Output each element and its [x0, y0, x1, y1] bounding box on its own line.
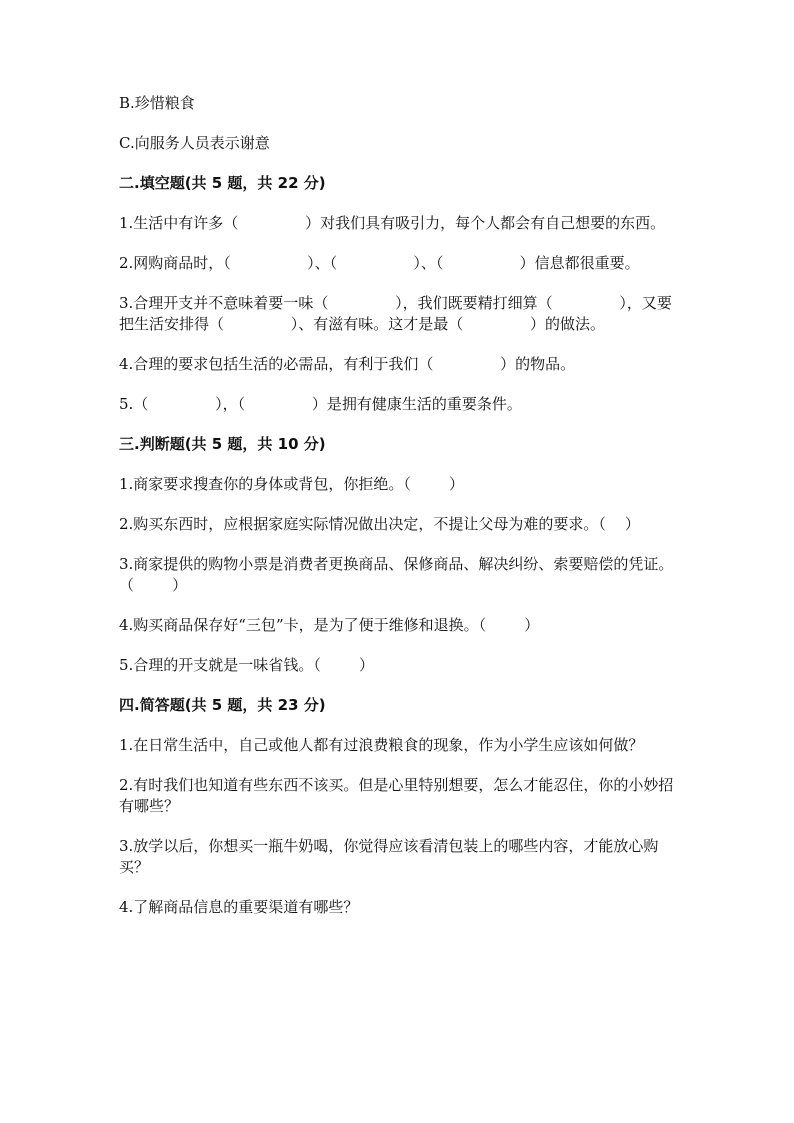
option-b: B.珍惜粮食	[119, 94, 195, 112]
judgement-q4: 4.购买商品保存好“三包”卡，是为了便于维修和退换。（ ）	[119, 616, 540, 634]
short-answer-q2: 2.有时我们也知道有些东西不该买。但是心里特别想要，怎么才能忍住，你的小妙招有哪些？	[119, 776, 674, 815]
judgement-q3: 3.商家提供的购物小票是消费者更换商品、保修商品、解决纠纷、索要赔偿的凭证。（ ）	[119, 555, 674, 594]
section-short-answer-title: 四.简答题(共 5 题，共 23 分)	[119, 696, 326, 714]
short-answer-q3: 3.放学以后，你想买一瓶牛奶喝，你觉得应该看清包装上的哪些内容，才能放心购买？	[119, 837, 659, 876]
worksheet-page	[119, 93, 679, 918]
short-answer-q4: 4.了解商品信息的重要渠道有哪些？	[119, 898, 359, 916]
option-c: C.向服务人员表示谢意	[119, 134, 270, 152]
judgement-q5: 5.合理的开支就是一味省钱。（ ）	[119, 656, 374, 674]
fill-blank-q3: 3.合理开支并不意味着要一味（ ），我们既要精打细算（ ），又要把生活安排得（ ）、有滋有味。这才是最（ ）的做法。	[119, 294, 672, 333]
fill-blank-q5: 5.（ ），（ ）是拥有健康生活的重要条件。	[119, 395, 522, 413]
judgement-q2: 2.购买东西时，应根据家庭实际情况做出决定，不提让父母为难的要求。（ ）	[119, 515, 640, 533]
short-answer-q1: 1.在日常生活中，自己或他人都有过浪费粮食的现象，作为小学生应该如何做？	[119, 736, 644, 754]
judgement-q1: 1.商家要求搜查你的身体或背包，你拒绝。（ ）	[119, 475, 464, 493]
fill-blank-q4: 4.合理的要求包括生活的必需品，有利于我们（ ）的物品。	[119, 355, 576, 373]
section-fill-blank-title: 二.填空题(共 5 题，共 22 分)	[119, 174, 326, 192]
fill-blank-q2: 2.网购商品时，（ ）、（ ）、（ ）信息都很重要。	[119, 254, 640, 272]
section-judgement-title: 三.判断题(共 5 题，共 10 分)	[119, 435, 326, 453]
fill-blank-q1: 1.生活中有许多（ ）对我们具有吸引力，每个人都会有自己想要的东西。	[119, 214, 666, 232]
